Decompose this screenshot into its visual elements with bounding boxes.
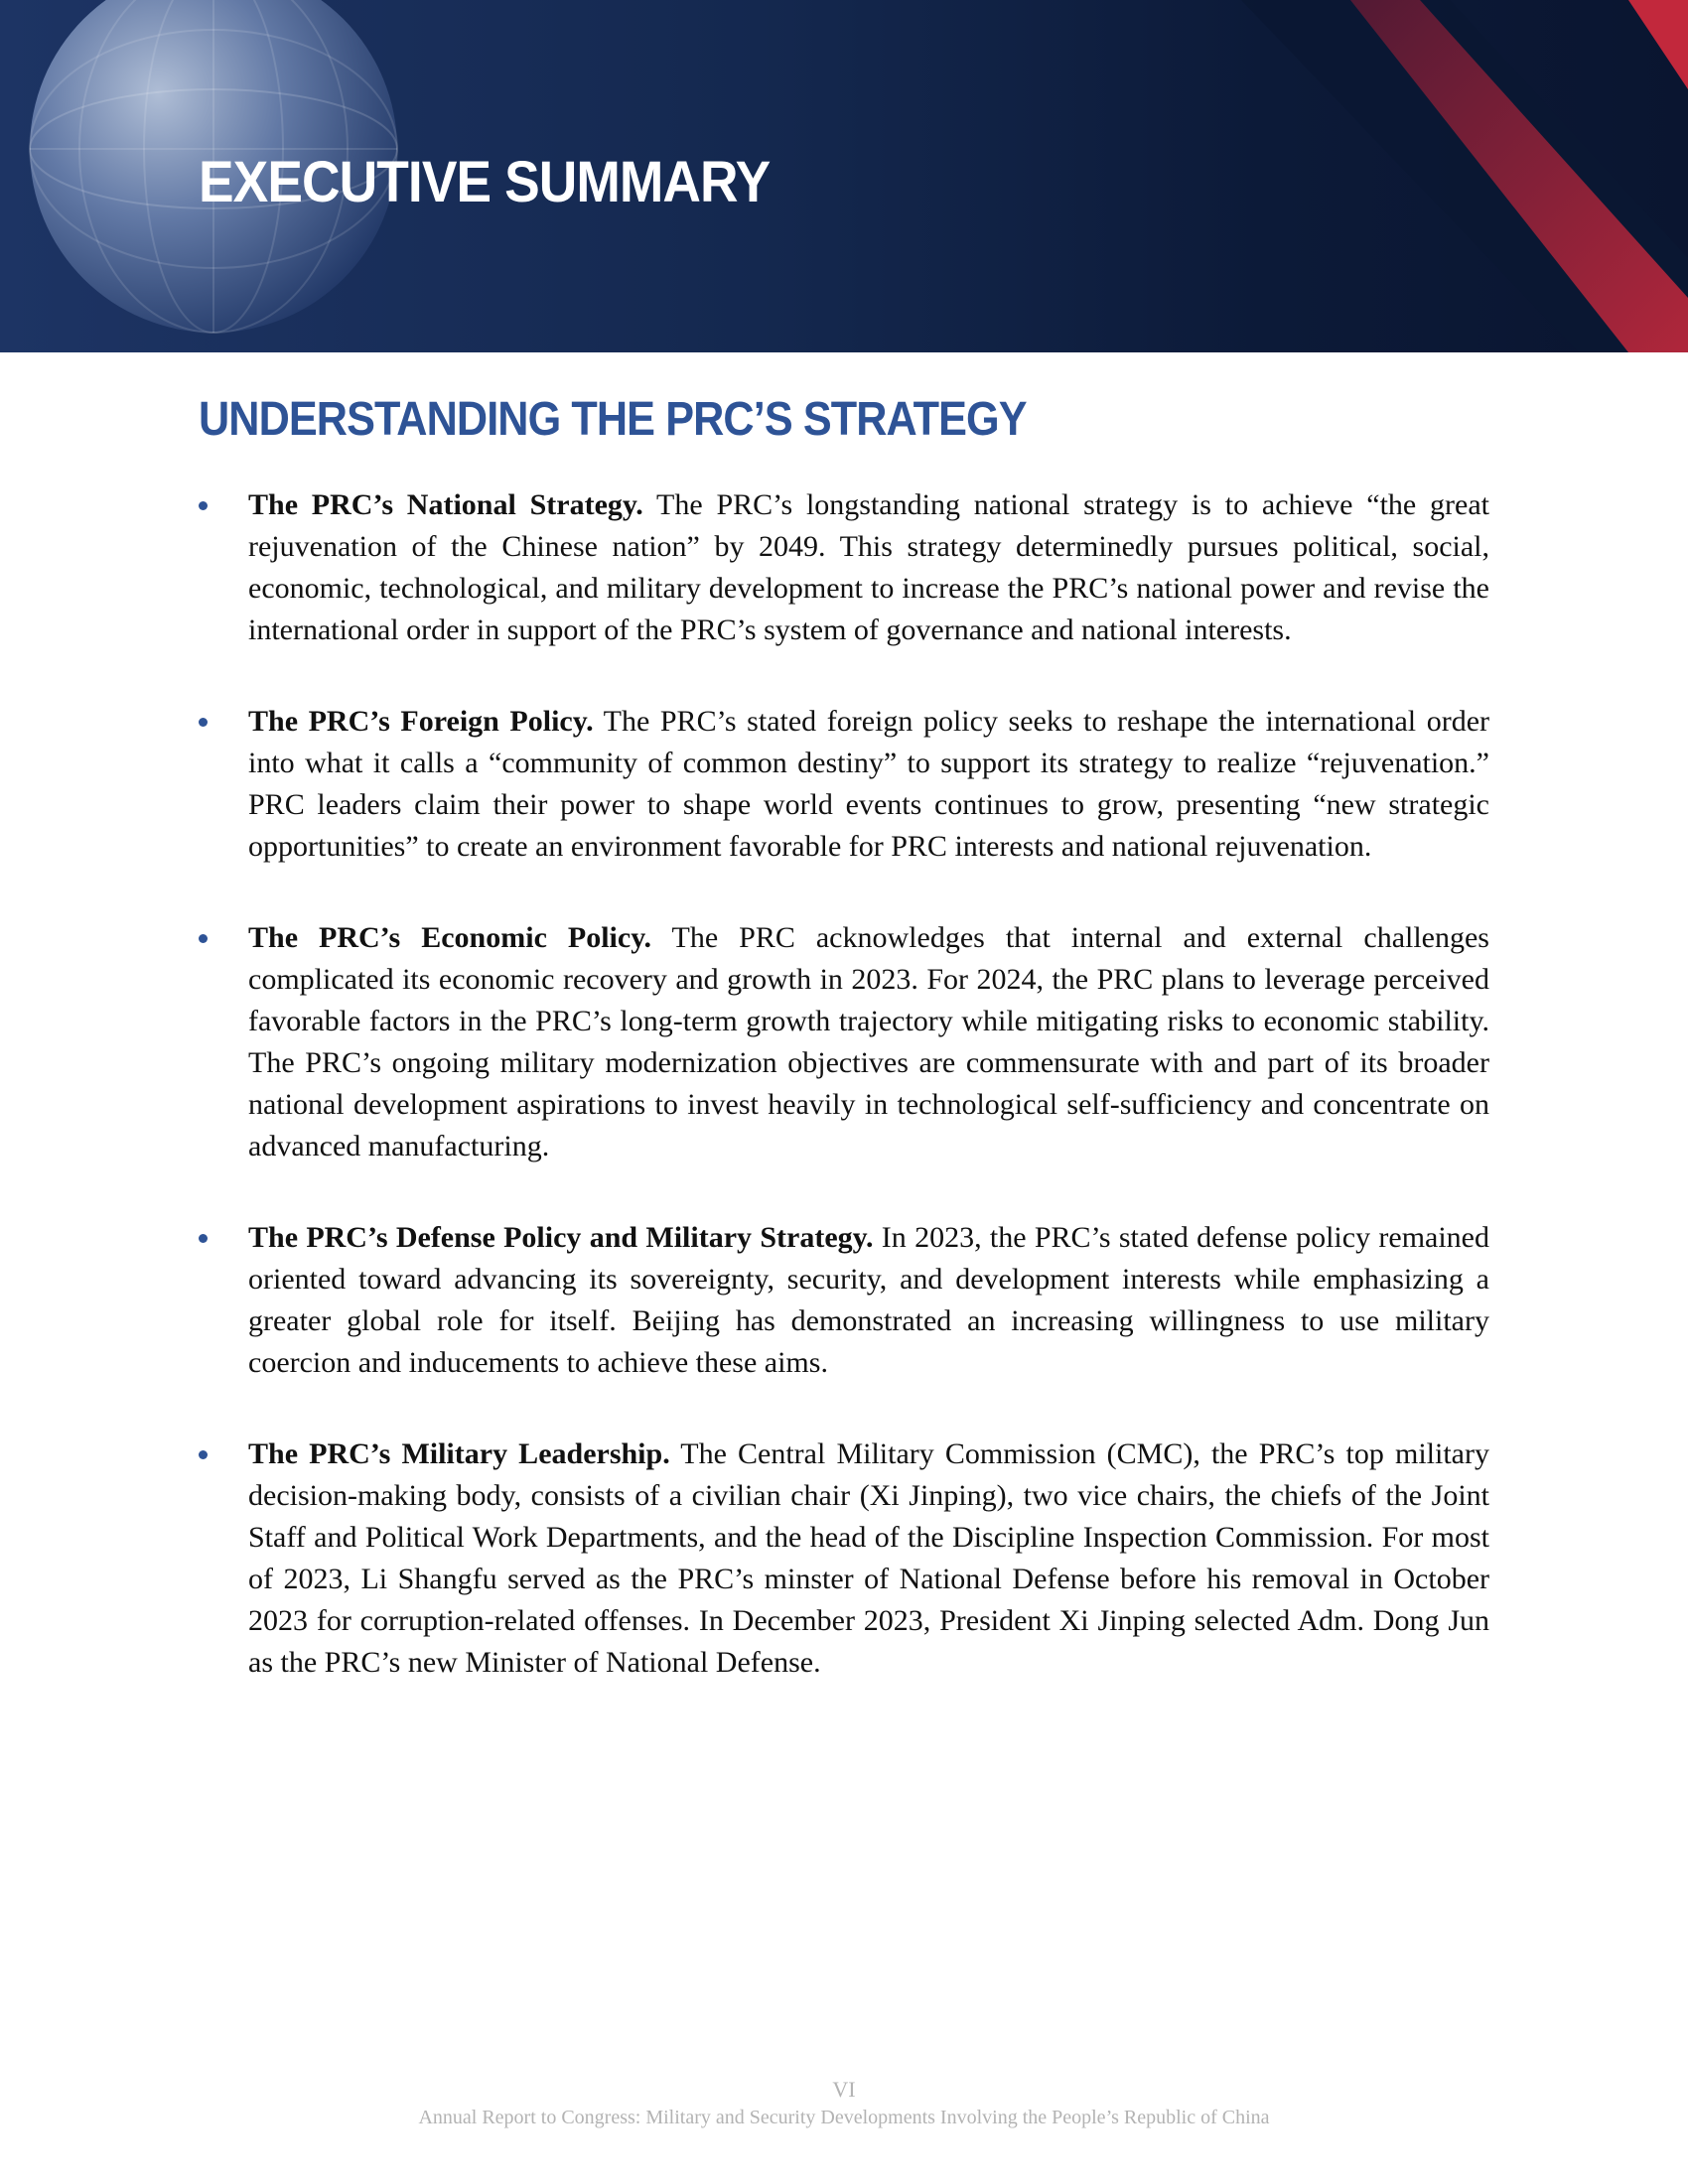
- banner-title: EXECUTIVE SUMMARY: [199, 150, 771, 214]
- bullet-text: The Central Military Commission (CMC), the PRC’s top military decision-making body, consists of a civilian chair (Xi Jinping), two vice chairs, the chiefs of the Joint Staff and Political Work Departments, and the head of the Discipline Inspection Commission. For most of 2023, Li Shangfu served as the PRC’s minster of National Defense before his removal in October 2023 for corruption-related offenses. In December 2023, President Xi Jinping selected Adm. Dong Jun as the PRC’s new Minister of National Defense.: [248, 1437, 1489, 1679]
- red-corner: [1628, 0, 1688, 89]
- red-stripe: [1350, 0, 1688, 352]
- bullet-dot-icon: [199, 1234, 208, 1243]
- page-number: VI: [832, 2077, 856, 2102]
- bullet-text: The PRC’s longstanding national strategy is to achieve “the great rejuvenation of the Chinese nation” by 2049. This strategy determinedly pursues political, social, economic, technological, and military development to increase the PRC’s national power and revise the international order in support of the PRC’s system of governance and national interests.: [248, 488, 1489, 646]
- bullet-lead: The PRC’s Military Leadership.: [248, 1437, 670, 1470]
- bullet-dot-icon: [199, 501, 208, 510]
- bullet-text: The PRC’s stated foreign policy seeks to reshape the international order into what it calls a “community of common destiny” to support its strategy to realize “rejuvenation.” PRC leaders claim their power to shape world events continues to grow, presenting “new strategic opportunities” to create an environment favorable for PRC interests and national rejuvenation.: [248, 705, 1490, 863]
- bullet-dot-icon: [199, 718, 208, 727]
- bullet-economic-policy: [199, 917, 1489, 1167]
- section-heading: UNDERSTANDING THE PRC’S STRATEGY: [199, 393, 1027, 446]
- bullet-lead: The PRC’s National Strategy.: [248, 488, 643, 521]
- bullet-military-leadership: [199, 1433, 1489, 1684]
- bullet-text: The PRC acknowledges that internal and external challenges complicated its economic recovery and growth in 2023. For 2024, the PRC plans to leverage perceived favorable factors in the PRC’s long-term growth trajectory while mitigating risks to economic stability. The PRC’s ongoing military modernization objectives are commensurate with and part of its broader national development aspirations to invest heavily in technological self-sufficiency and concentrate on advanced manufacturing.: [248, 921, 1489, 1162]
- header-banner: [0, 0, 1688, 352]
- strategy-bullet-list: [199, 484, 1489, 1733]
- bullet-national-strategy: [199, 484, 1489, 651]
- bullet-lead: The PRC’s Foreign Policy.: [248, 705, 594, 738]
- bullet-lead: The PRC’s Economic Policy.: [248, 921, 652, 954]
- footer-text: Annual Report to Congress: Military and Security Developments Involving the People’s Republic of China: [418, 2107, 1270, 2128]
- bullet-lead: The PRC’s Defense Policy and Military Strategy.: [248, 1221, 874, 1254]
- bullet-dot-icon: [199, 934, 208, 943]
- page-footer: [0, 2077, 1688, 2130]
- bullet-defense-policy: [199, 1217, 1489, 1384]
- bullet-text: In 2023, the PRC’s stated defense policy remained oriented toward advancing its sovereignty, security, and development interests while emphasizing a greater global role for itself. Beijing has demonstrated an increasing willingness to use military coercion and inducements to achieve these aims.: [248, 1221, 1489, 1379]
- bullet-dot-icon: [199, 1450, 208, 1459]
- bullet-foreign-policy: [199, 701, 1489, 868]
